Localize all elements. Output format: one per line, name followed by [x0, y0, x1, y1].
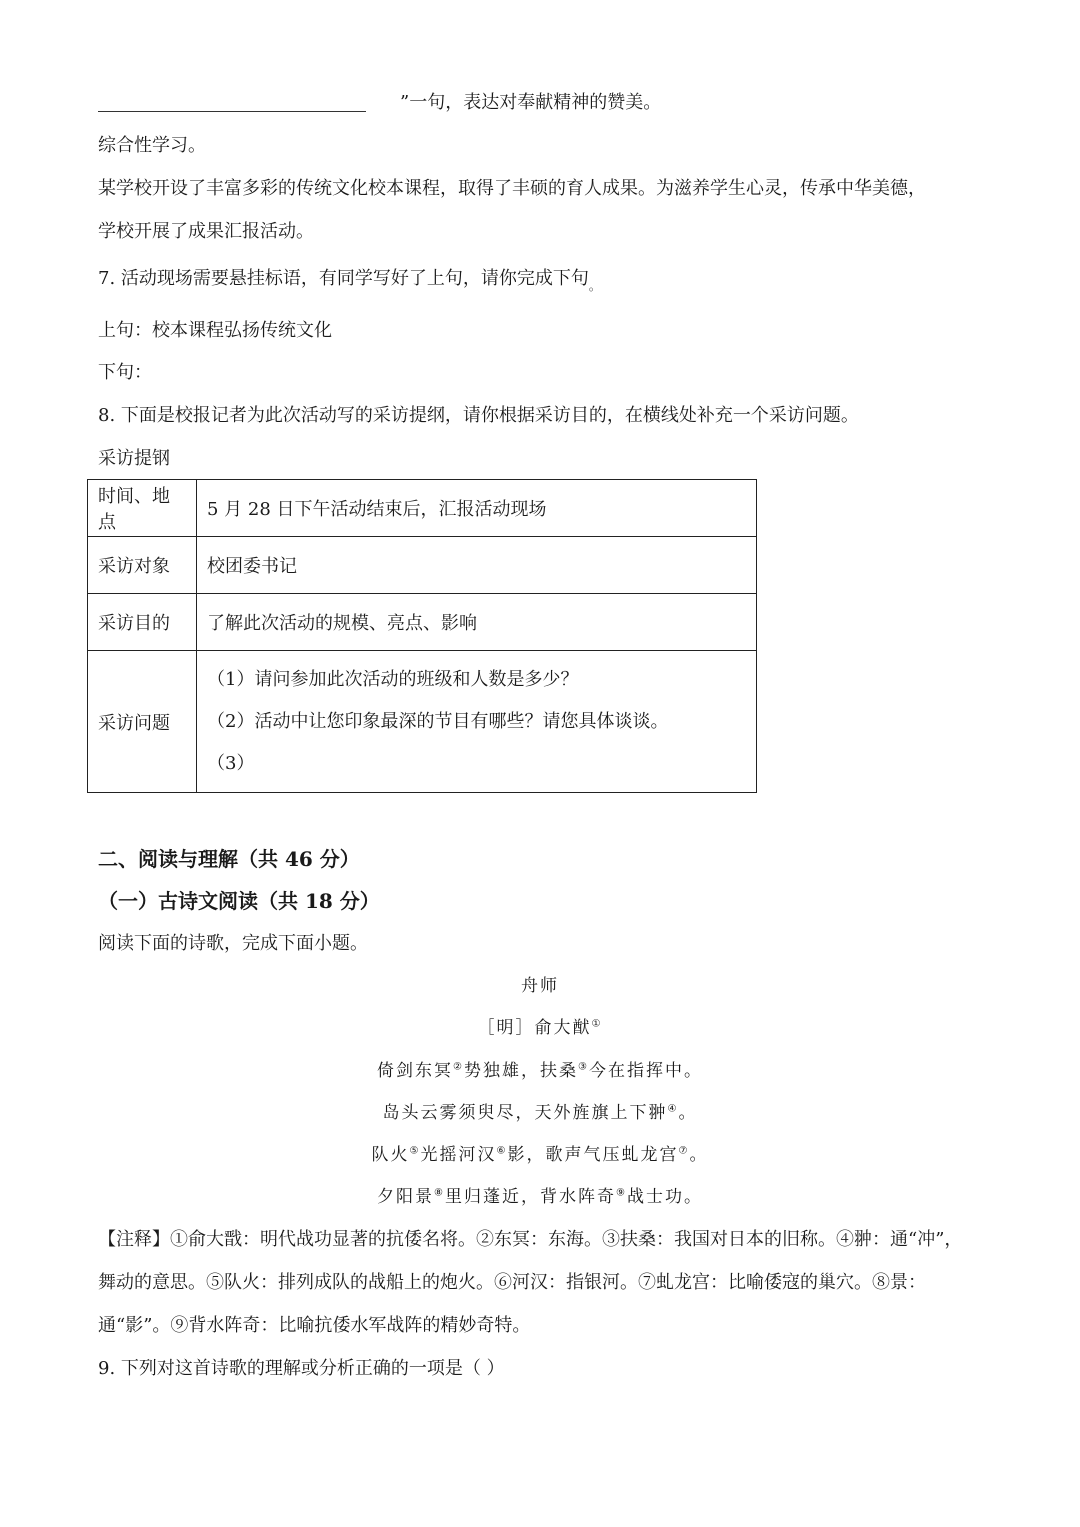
intro-line-2: 学校开展了成果汇报活动。	[98, 221, 314, 242]
poem-text: 夕阳景	[377, 1187, 435, 1207]
answer-blank-line[interactable]	[98, 111, 366, 112]
interview-outline-table	[87, 479, 757, 793]
poem-line-3	[0, 1142, 1080, 1168]
footnote-mark: ②	[453, 1061, 464, 1073]
question-8-prompt: 8. 下面是校报记者为此次活动写的采访提纲，请你根据采访目的，在横线处补充一个采访问题。	[98, 405, 859, 426]
footnote-mark: ⑤	[409, 1145, 421, 1157]
question-7-prompt	[98, 266, 601, 299]
footnote-mark: ①	[591, 1018, 603, 1030]
poem-text: 岛头云雾须臾尽，天外旌旗上下翀	[382, 1103, 668, 1123]
footnote-mark: ④	[667, 1103, 679, 1115]
poem-text: 光摇河汉	[420, 1145, 497, 1165]
blank-tail-text: ”一句，表达对奉献精神的赞美。	[400, 92, 662, 113]
poem-text: 影，歌声气压虬龙宫	[507, 1145, 679, 1165]
poem-text: 战士功。	[626, 1187, 703, 1207]
lower-line: 下句：	[98, 362, 152, 383]
table-row	[88, 594, 757, 651]
row-value: 了解此次活动的规模、亮点、影响	[197, 594, 757, 651]
notes-line-2: 舞动的意思。⑤队火：排列成队的战船上的炮火。⑥河汉：指银河。⑦虬龙宫：比喻倭寇的巢穴。⑧景：	[98, 1272, 926, 1293]
poem-text: 势独雄，扶桑	[464, 1061, 578, 1081]
section-two-subheading: （一）古诗文阅读（共 18 分）	[98, 889, 380, 913]
poem-text: 队火	[371, 1145, 410, 1165]
author-name: ［明］俞大猷	[477, 1018, 592, 1038]
row-label: 采访问题	[88, 651, 197, 793]
question-7-period: 。	[588, 279, 601, 293]
footnote-mark: ③	[578, 1061, 589, 1073]
poem-text: 。	[689, 1145, 709, 1165]
row-label: 采访对象	[88, 537, 197, 594]
question-9-prompt: 9. 下列对这首诗歌的理解或分析正确的一项是（ ）	[98, 1358, 505, 1379]
table-row	[88, 480, 757, 537]
poem-text: 今在指挥中。	[588, 1061, 703, 1081]
question-7-text: 7. 活动现场需要悬挂标语，有同学写好了上句，请你完成下句	[98, 268, 589, 289]
poem-line-4	[0, 1184, 1080, 1210]
row-value: 5 月 28 日下午活动结束后，汇报活动现场	[197, 480, 757, 537]
table-row	[88, 537, 757, 594]
upper-line: 上句：校本课程弘扬传统文化	[98, 320, 332, 341]
poem-line-1	[0, 1058, 1080, 1084]
question-item-blank[interactable]: （3）	[207, 752, 255, 774]
outline-title: 采访提钢	[98, 448, 170, 469]
poem-text: 倚剑东冥	[377, 1061, 454, 1081]
row-value: 校团委书记	[197, 537, 757, 594]
intro-line-1: 某学校开设了丰富多彩的传统文化校本课程，取得了丰硕的育人成果。为滋养学生心灵，传承中华美德，	[98, 178, 926, 199]
comprehensive-title: 综合性学习。	[98, 135, 206, 156]
reading-instruction: 阅读下面的诗歌，完成下面小题。	[98, 933, 368, 954]
question-item: （2）活动中让您印象最深的节目有哪些？请您具体谈谈。	[207, 710, 669, 732]
question-item: （1）请问参加此次活动的班级和人数是多少？	[207, 668, 579, 690]
poem-author	[0, 1015, 1080, 1041]
section-two-heading: 二、阅读与理解（共 46 分）	[98, 847, 360, 871]
table-row	[88, 651, 757, 793]
footnote-mark: ⑦	[678, 1145, 690, 1157]
notes-line-1: 【注释】①俞大戬：明代战功显著的抗倭名将。②东冥：东海。③扶桑：我国对日本的旧称。④翀：通“冲”，	[98, 1229, 963, 1250]
poem-text: 里归蓬近，背水阵奇	[445, 1187, 616, 1207]
poem-title: 舟师	[521, 976, 559, 996]
poem-text: 。	[678, 1103, 698, 1123]
footnote-mark: ⑥	[496, 1145, 508, 1157]
row-label: 时间、地点	[88, 480, 197, 537]
footnote-mark: ⑧	[434, 1187, 445, 1199]
notes-line-3: 通“影”。⑨背水阵奇：比喻抗倭水军战阵的精妙奇特。	[98, 1315, 531, 1336]
footnote-mark: ⑨	[616, 1187, 627, 1199]
poem-line-2	[0, 1100, 1080, 1126]
questions-cell	[197, 651, 757, 793]
row-label: 采访目的	[88, 594, 197, 651]
